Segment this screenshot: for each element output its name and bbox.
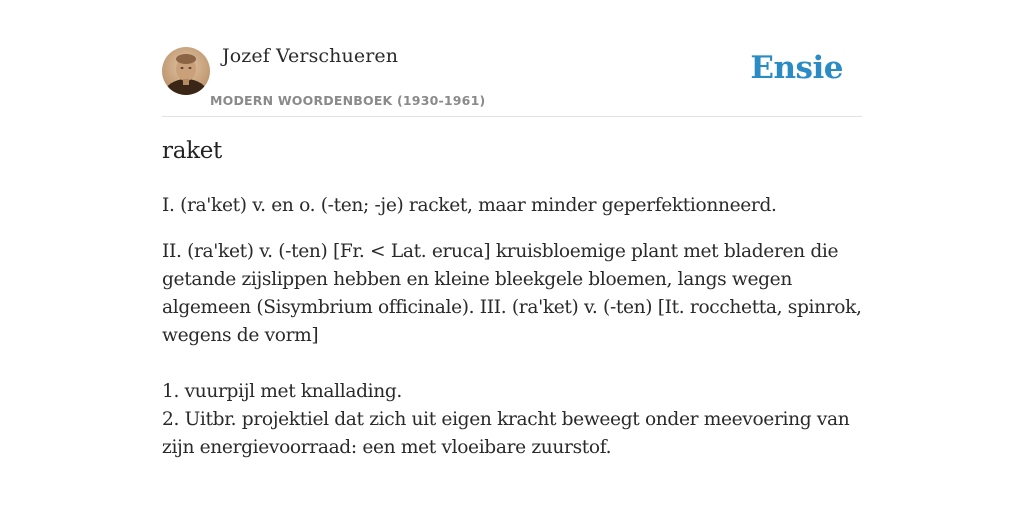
author-portrait-image (162, 47, 210, 95)
author-name[interactable]: Jozef Verschueren (222, 45, 399, 67)
entry-definition (162, 192, 862, 462)
entry-card (162, 0, 862, 512)
definition-list-item: 1. vuurpijl met knallading. (162, 381, 402, 402)
author-avatar[interactable] (162, 47, 210, 95)
brand-logo[interactable]: Ensie (750, 50, 843, 86)
paragraph-spacer (162, 350, 862, 378)
entry-header (162, 0, 862, 117)
entry-headword: raket (162, 138, 222, 164)
definition-list-item: 2. Uitbr. projektiel dat zich uit eigen kracht beweegt onder meevoering van zijn energievoorraad: een met vloeibare zuurstof. (162, 409, 850, 458)
dictionary-source[interactable]: MODERN WOORDENBOEK (1930-1961) (210, 93, 486, 108)
definition-paragraph: II. (ra'ket) v. (-ten) [Fr. < Lat. eruca] kruisbloemige plant met bladeren die getande zijslippen hebben en kleine bleekgele bloemen, langs wegen algemeen (Sisymbrium officinale). III. (ra'ket) v. (-ten) [It. rocchetta, spinrok, wegens de vorm] (162, 241, 862, 346)
definition-paragraph: I. (ra'ket) v. en o. (-ten; -je) racket, maar minder geperfektionneerd. (162, 195, 777, 216)
